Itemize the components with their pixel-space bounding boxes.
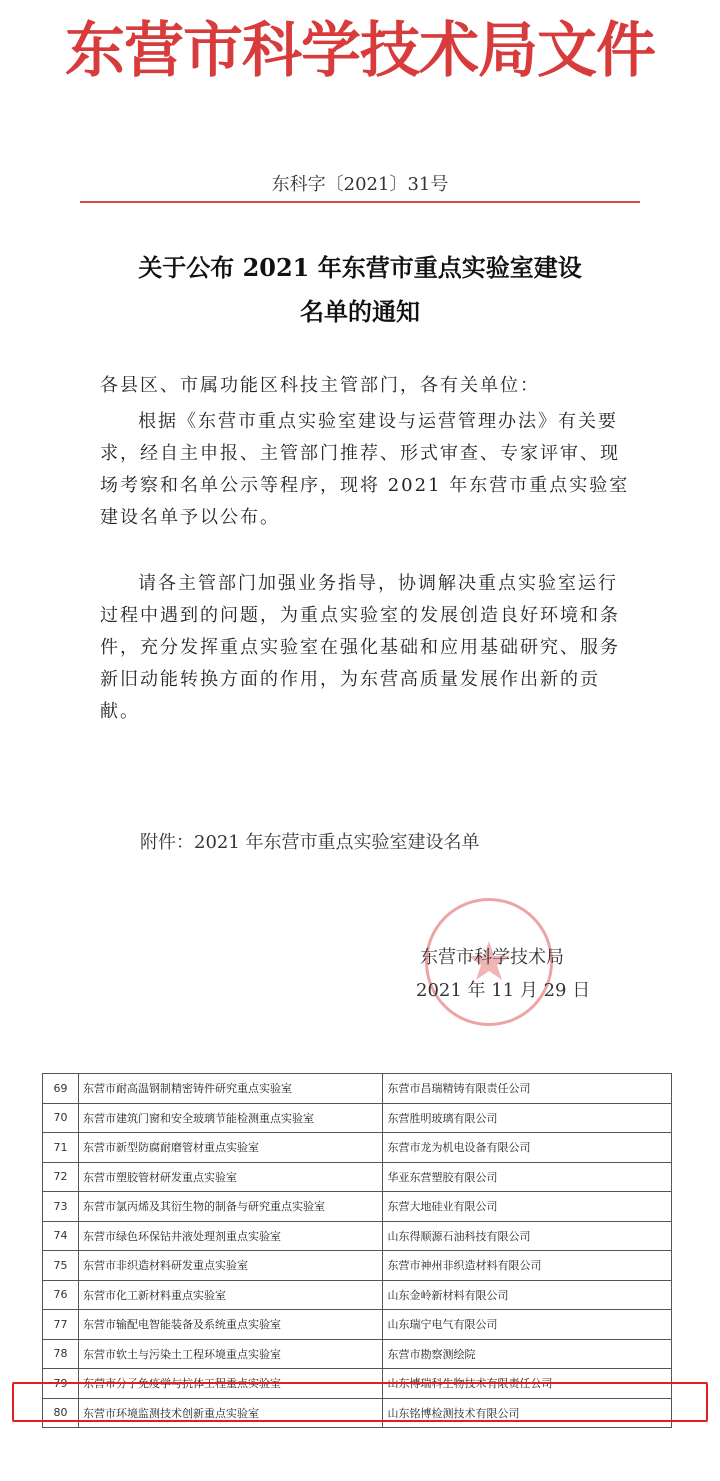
notice-title-line2: 名单的通知	[300, 297, 420, 326]
table-cell-organization: 东营胜明玻璃有限公司	[383, 1103, 672, 1133]
table-cell-number: 71	[43, 1133, 79, 1163]
table-cell-organization: 东营市神州非织造材料有限公司	[383, 1251, 672, 1281]
document-number: 东科字〔2021〕31号	[271, 174, 449, 195]
table-cell-organization: 山东瑞宁电气有限公司	[383, 1310, 672, 1340]
table-cell-lab-name: 东营市化工新材料重点实验室	[78, 1280, 382, 1310]
table-cell-number: 70	[43, 1103, 79, 1133]
paragraph-2: 请各主管部门加强业务指导，协调解决重点实验室运行过程中遇到的问题，为重点实验室的发展创造良好环境和条件，充分发挥重点实验室在强化基础和应用基础研究、服务新旧动能转换方面的作用，为东营高质量发展作出新的贡献。	[100, 573, 620, 722]
table-row	[43, 1074, 672, 1104]
table-cell-organization: 山东博瑞科生物技术有限责任公司	[383, 1369, 672, 1399]
table-cell-number: 76	[43, 1280, 79, 1310]
table-cell-lab-name: 东营市新型防腐耐磨管材重点实验室	[78, 1133, 382, 1163]
table-cell-lab-name: 东营市氯丙烯及其衍生物的制备与研究重点实验室	[78, 1192, 382, 1222]
notice-title	[60, 246, 660, 334]
table-cell-number: 74	[43, 1221, 79, 1251]
table-cell-organization: 东营市昌瑞精铸有限责任公司	[383, 1074, 672, 1104]
lab-list-table	[42, 1073, 672, 1428]
table-cell-lab-name: 东营市环境监测技术创新重点实验室	[78, 1398, 382, 1428]
table-row	[43, 1133, 672, 1163]
table-cell-lab-name: 东营市分子免疫学与抗体工程重点实验室	[78, 1369, 382, 1399]
attachment-note: 附件：2021 年东营市重点实验室建设名单	[140, 832, 480, 853]
red-divider	[80, 201, 640, 203]
table-cell-lab-name: 东营市非织造材料研发重点实验室	[78, 1251, 382, 1281]
table-cell-number: 79	[43, 1369, 79, 1399]
table-row	[43, 1280, 672, 1310]
table-row	[43, 1251, 672, 1281]
paragraph-1: 根据《东营市重点实验室建设与运营管理办法》有关要求，经自主申报、主管部门推荐、形式审查、专家评审、现场考察和名单公示等程序，现将 2021 年东营市重点实验室建设名单予以公布。	[100, 411, 630, 528]
table-row	[43, 1310, 672, 1340]
table-cell-lab-name: 东营市绿色环保钻井液处理剂重点实验室	[78, 1221, 382, 1251]
table-cell-lab-name: 东营市软土与污染土工程环境重点实验室	[78, 1339, 382, 1369]
notice-title-line1: 关于公布 2021 年东营市重点实验室建设	[138, 253, 582, 282]
table-cell-number: 75	[43, 1251, 79, 1281]
table-row	[43, 1339, 672, 1369]
table-cell-organization: 东营大地硅业有限公司	[383, 1192, 672, 1222]
table-cell-number: 73	[43, 1192, 79, 1222]
table-cell-number: 72	[43, 1162, 79, 1192]
table-cell-number: 77	[43, 1310, 79, 1340]
table-cell-organization: 山东铭博检测技术有限公司	[383, 1398, 672, 1428]
table-row	[43, 1221, 672, 1251]
table-cell-number: 69	[43, 1074, 79, 1104]
table-cell-organization: 华亚东营塑胶有限公司	[383, 1162, 672, 1192]
table-cell-lab-name: 东营市输配电智能装备及系统重点实验室	[78, 1310, 382, 1340]
table-cell-number: 78	[43, 1339, 79, 1369]
table-cell-organization: 山东金岭新材料有限公司	[383, 1280, 672, 1310]
highlight-box	[12, 1382, 708, 1422]
table-cell-organization: 山东得顺源石油科技有限公司	[383, 1221, 672, 1251]
salutation: 各县区、市属功能区科技主管部门，各有关单位：	[100, 375, 540, 396]
table-cell-lab-name: 东营市建筑门窗和安全玻璃节能检测重点实验室	[78, 1103, 382, 1133]
signature-date: 2021 年 11 月 29 日	[416, 980, 591, 1001]
document-header-title: 东营市科学技术局文件	[65, 16, 655, 86]
table-cell-lab-name: 东营市耐高温钢制精密铸件研究重点实验室	[78, 1074, 382, 1104]
table-row	[43, 1103, 672, 1133]
table-row	[43, 1162, 672, 1192]
table-cell-lab-name: 东营市塑胶管材研发重点实验室	[78, 1162, 382, 1192]
table-cell-organization: 东营市龙为机电设备有限公司	[383, 1133, 672, 1163]
table-cell-number: 80	[43, 1398, 79, 1428]
table-cell-organization: 东营市勘察测绘院	[383, 1339, 672, 1369]
signature-org: 东营市科学技术局	[420, 947, 564, 968]
table-row	[43, 1192, 672, 1222]
